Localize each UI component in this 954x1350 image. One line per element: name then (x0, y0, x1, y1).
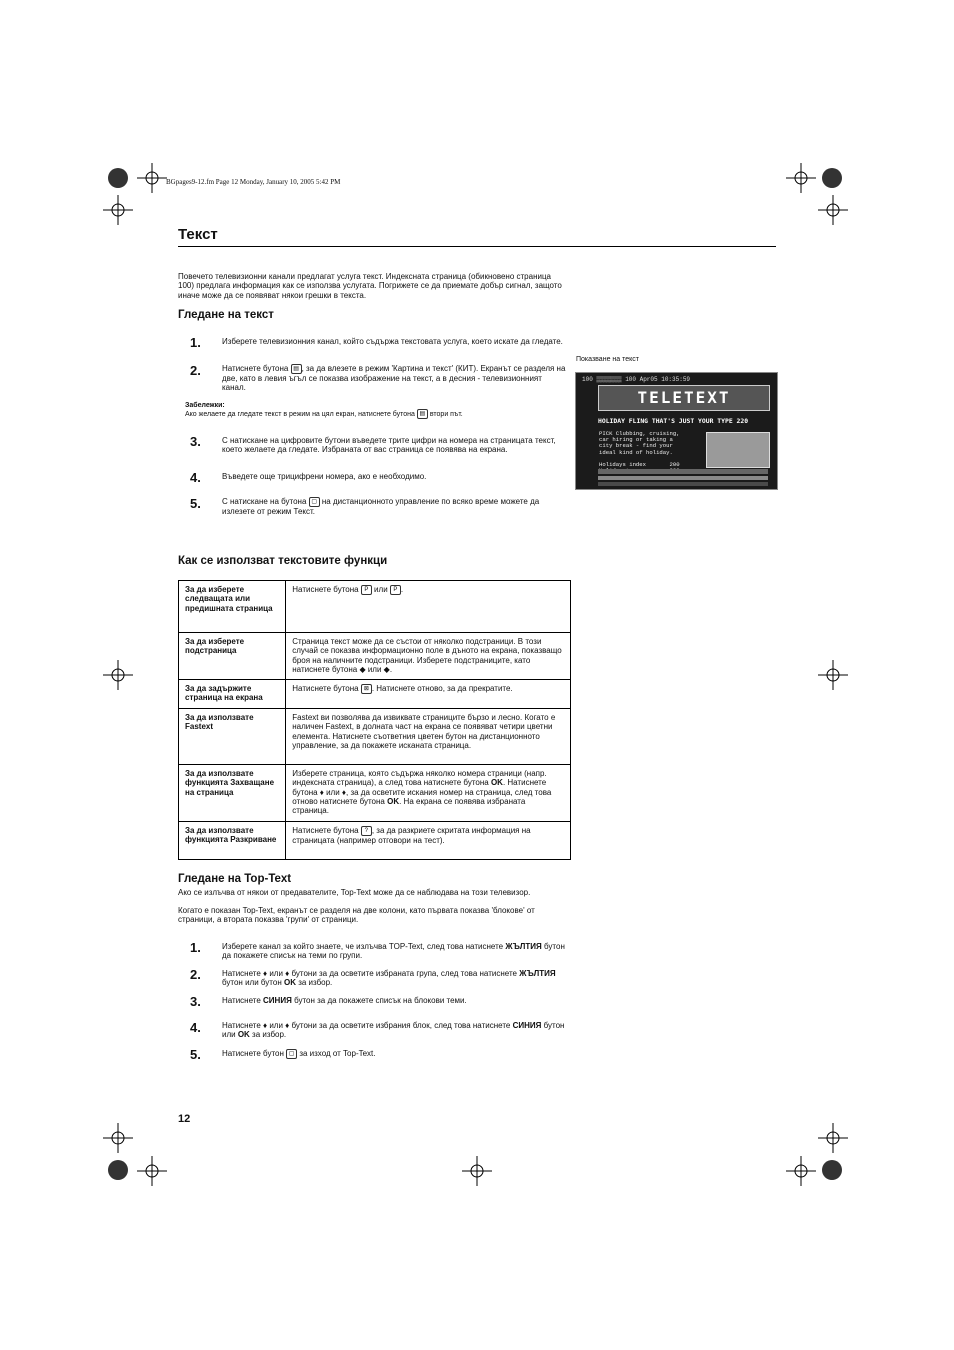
table-row (179, 709, 571, 765)
hold-button-icon: ⊠ (361, 684, 372, 694)
table-cell-desc: Fastext ви позволява да извиквате страниците бързо и лесно. Когато е наличен Fastext, в долната част на екрана се появяват четири цветни елемента. Натиснете съответния цветен бутон на дистанционното управление, за да покажете исканата страница. (286, 709, 571, 765)
step-text (222, 364, 567, 393)
notes-text (185, 409, 575, 419)
teletext-button-icon: ▤ (291, 364, 302, 374)
table-cell-desc (286, 680, 571, 709)
functions-heading: Как се използват текстовите функци (178, 555, 388, 567)
notes-label: Забележки: (185, 402, 225, 409)
step-number: 4. (190, 470, 201, 485)
teletext-bar (598, 476, 768, 480)
notes-post: втори път. (427, 410, 463, 418)
step-text (222, 1049, 567, 1059)
teletext-bar (598, 482, 768, 486)
teletext-body: PICK Clubbing, cruising, car hiring or taking a city break - find your ideal kind of holiday. Holidays index 200 (599, 430, 680, 469)
step-text-post: , за да влезете в режим 'Картина и текст' (КИТ). Екранът се разделя на две, като в левия ъгъл се показва изображение на текст, а в десния - телевизионният канал. (222, 364, 566, 393)
desc-pre: Натиснете бутона (292, 585, 361, 595)
table-cell-desc: Страница текст може да се състои от няколко подстраници. В този случай се показва информационно поле в дъното на екрана, показващо броя на наличните подстраници. Изберете подстраниците, като натиснете бутона ◆ или ◆. (286, 633, 571, 680)
crop-mark-icon (462, 1156, 492, 1186)
table-cell-desc (286, 821, 571, 859)
step-text-pre: Натиснете бутона (222, 364, 291, 374)
functions-table (178, 580, 571, 860)
desc-post: . (400, 585, 404, 595)
teletext-logo: TELETEXT (598, 385, 770, 411)
desc-post: . Натиснете отново, за да прекратите. (371, 684, 513, 694)
table-row (179, 765, 571, 821)
step-number: 3. (190, 434, 201, 449)
intro-paragraph: Повечето телевизионни канали предлагат услуга текст. Индексната страница (обикновено страница 100) предлага информация как се използва услугата. Погрижете се да приемате добър сигнал, защото иначе може да се появяват някои грешки в текста. (178, 272, 562, 300)
step-number: 2. (190, 363, 201, 378)
crop-mark-icon (103, 1123, 133, 1153)
crop-mark-icon (818, 660, 848, 690)
crop-mark-icon (103, 195, 133, 225)
toptext-intro: Ако се излъчва от някои от предавателите, Top-Text може да се наблюдава на този телевизор. (178, 888, 531, 897)
table-cell-label: За да използвате Fastext (179, 709, 286, 765)
table-row (179, 633, 571, 680)
desc-pre: Натиснете бутона (292, 825, 361, 835)
crop-mark-icon (103, 660, 133, 690)
crop-mark-icon (786, 163, 816, 193)
table-cell-desc: Изберете страница, която съдържа няколко номера страници (напр. индексната страница), а след това натиснете бутона OK. Натиснете бутона ♦ или ♦, за да осветите искания номер на страница, след това отново натиснете бутона OK. На екрана се появява избраната страница. (286, 765, 571, 821)
table-cell-label: За да задържите страница на екрана (179, 680, 286, 709)
file-header: BGpages9-12.fm Page 12 Monday, January 10, 2005 5:42 PM (166, 178, 341, 186)
teletext-topline: 100 ▒▒▒▒▒▒▒ 100 Apr05 10:35:59 (582, 376, 691, 383)
notes-pre: Ако желаете да гледате текст в режим на цял екран, натиснете бутона (185, 410, 417, 418)
step-number: 4. (190, 1020, 201, 1035)
step-text: Натиснете ♦ или ♦ бутони за да осветите избраната група, след това натиснете ЖЪЛТИЯ бутон или бутон OK за избор. (222, 969, 556, 988)
step-text-pre: Натиснете бутон (222, 1049, 287, 1059)
page-down-button-icon: P (390, 585, 401, 595)
desc-pre: Натиснете бутона (292, 684, 361, 694)
desc-post: , за да разкриете скритата информация на страницата (например отговори на тест). (292, 825, 531, 845)
crop-mark-icon (137, 1156, 167, 1186)
table-cell-label: За да изберете подстраница (179, 633, 286, 680)
crop-mark-icon (137, 163, 167, 193)
step-number: 5. (190, 496, 201, 511)
step-number: 2. (190, 967, 201, 982)
table-row (179, 581, 571, 633)
step-text: Натиснете ♦ или ♦ бутони за да осветите избрания блок, след това натиснете СИНИЯ бутон или OK за избор. (222, 1021, 565, 1040)
registration-dot-icon (108, 1160, 128, 1180)
toptext-intro: Когато е показан Top-Text, екранът се разделя на две колони, като първата показва 'блокове' от страници, а втората показва 'групи' от страници. (178, 906, 535, 925)
step-text (222, 497, 567, 516)
title-rule (178, 246, 776, 247)
step-text: Изберете телевизионния канал, който съдържа текстовата услуга, което искате да гледате. (222, 337, 563, 346)
step-text: Въведете още трицифрени номера, ако е необходимо. (222, 472, 427, 481)
table-cell-desc (286, 581, 571, 633)
table-cell-label: За да използвате функцията Захващане на страница (179, 765, 286, 821)
step-text: Изберете канал за който знаете, че излъчва TOP-Text, след това натиснете ЖЪЛТИЯ бутон да покажете списък на теми по групи. (222, 942, 565, 961)
registration-dot-icon (108, 168, 128, 188)
step-number: 1. (190, 335, 201, 350)
step-number: 3. (190, 994, 201, 1009)
step-text-post: за изход от Top-Text. (297, 1049, 376, 1059)
screen-caption: Показване на текст (576, 356, 639, 363)
step-number: 5. (190, 1047, 201, 1062)
table-row (179, 680, 571, 709)
exit-button-icon: ▢ (286, 1049, 297, 1059)
step-text-post: на дистанционното управление по всяко време можете да излезете от режим Текст. (222, 497, 540, 516)
step-text: С натискане на цифровите бутони въведете трите цифри на номера на страницата текст, което желаете да гледате. Избраната от вас страница се появява на екрана. (222, 436, 556, 455)
viewing-heading: Гледане на текст (178, 309, 274, 321)
toptext-heading: Гледане на Top-Text (178, 873, 292, 885)
table-cell-label: За да изберете следващата или предишната страница (179, 581, 286, 633)
page-number: 12 (178, 1113, 191, 1125)
table-cell-label: За да използвате функцията Разкриване (179, 821, 286, 859)
step-text-pre: С натискане на бутона (222, 497, 309, 507)
teletext-button-icon: ▤ (417, 409, 428, 419)
crop-mark-icon (818, 1123, 848, 1153)
page-title: Текст (178, 226, 218, 243)
teletext-headline: HOLIDAY FLING THAT'S JUST YOUR TYPE 220 (598, 417, 749, 425)
table-row (179, 821, 571, 859)
exit-button-icon: ▢ (309, 497, 320, 507)
reveal-button-icon: ? (361, 826, 372, 836)
step-text: Натиснете СИНИЯ бутон за да покажете списък на блокови теми. (222, 996, 467, 1005)
step-number: 1. (190, 940, 201, 955)
desc-mid: или (371, 585, 390, 595)
teletext-picture (706, 432, 770, 468)
page-up-button-icon: P (361, 585, 372, 595)
registration-dot-icon (822, 1160, 842, 1180)
registration-dot-icon (822, 168, 842, 188)
crop-mark-icon (818, 195, 848, 225)
crop-mark-icon (786, 1156, 816, 1186)
teletext-bar (598, 469, 768, 474)
